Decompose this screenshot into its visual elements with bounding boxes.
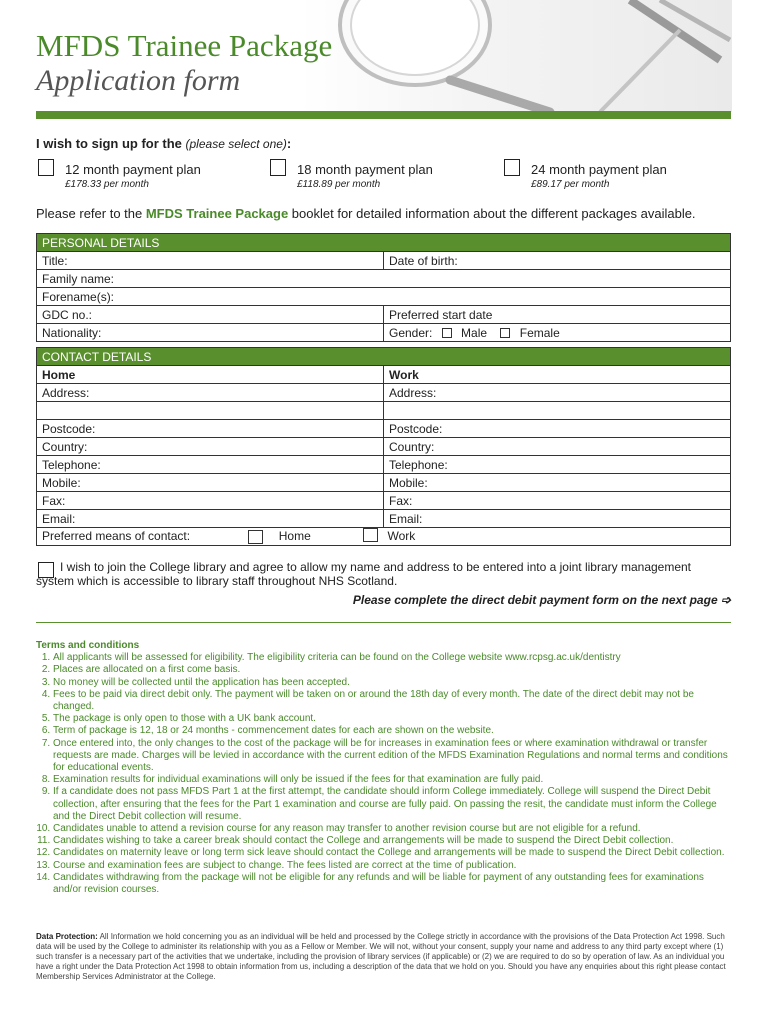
male-checkbox[interactable] [442,328,452,338]
plan-24-checkbox[interactable] [504,159,520,176]
plan-label: 12 month payment plan [65,162,201,177]
terms-item: 6. Term of package is 12, 18 or 24 months - commencement dates for each are shown on the website. [53,725,733,737]
work-country-field[interactable]: Country: [384,438,731,456]
gender-label: Gender: [389,325,433,340]
plan-label: 24 month payment plan [531,162,667,177]
gdc-field[interactable]: GDC no.: [37,306,384,324]
forenames-field[interactable]: Forename(s): [37,288,731,306]
library-consent-checkbox[interactable] [38,562,54,578]
male-label: Male [461,325,488,340]
signup-hint: (please select one) [185,137,287,151]
home-postcode-field[interactable]: Postcode: [37,420,384,438]
family-name-field[interactable]: Family name: [37,270,731,288]
terms-item: 9. If a candidate does not pass MFDS Part 1 at the first attempt, the candidate should inform College immediately. College will suspend the Direct Debit collection, after ensuring that the fees for the Part 1 examination and course are fully paid. On passing the resit, the candidate must inform the College and the Direct Debit collection will resume. [53,786,733,823]
terms-item: 8. Examination results for individual examinations will only be issued if the fees for that examination are fully paid. [53,774,733,786]
terms-item: 10. Candidates unable to attend a revision course for any reason may transfer to another revision course but are not eligible for a refund. [53,823,733,835]
plan-18-checkbox[interactable] [270,159,286,176]
library-consent [36,560,731,588]
work-address-line2[interactable] [384,402,731,420]
terms-item: 3. No money will be collected until the application has been accepted. [53,677,733,689]
contact-details-table [36,347,731,546]
terms-item: 11. Candidates wishing to take a career break should contact the College and arrangements will be made to suspend the Direct Debit collection. [53,835,733,847]
terms-item: 14. Candidates withdrawing from the package will not be eligible for any refunds and will be liable for payment of any outstanding fees for examinations and/or revision courses. [53,872,733,896]
preferred-contact-label: Preferred means of contact: [42,529,191,544]
plan-price: £89.17 per month [531,179,610,190]
gender-field [384,324,731,342]
refer-after: booklet for detailed information about the different packages available. [288,206,696,221]
preferred-work-checkbox[interactable] [363,528,378,542]
signup-heading [36,136,291,151]
terms-heading: Terms and conditions [36,640,140,651]
home-email-field[interactable]: Email: [37,510,384,528]
terms-item: 5. The package is only open to those with a UK bank account. [53,713,733,725]
home-address-line2[interactable] [37,402,384,420]
section-divider [36,622,731,623]
home-address-field[interactable]: Address: [37,384,384,402]
preferred-contact-row [37,528,731,546]
terms-item: 7. Once entered into, the only changes to the cost of the package will be for increases in examination fees or where examination withdrawal or transfer requests are made. Charges will be levied in accordance with the current edition of the MFDS Examination Regulations and normal terms and conditions for educational events. [53,738,733,775]
contact-details-heading: CONTACT DETAILS [37,348,731,366]
library-consent-text: I wish to join the College library and agree to allow my name and address to be entered into a joint library management system which is accessible to library staff throughout NHS Scotland. [36,560,692,588]
female-checkbox[interactable] [500,328,510,338]
dob-field[interactable]: Date of birth: [384,252,731,270]
refer-before: Please refer to the [36,206,146,221]
terms-item: 4. Fees to be paid via direct debit only. The payment will be taken on or around the 18th day of every month. The date of the direct debit may not be changed. [53,689,733,713]
work-mobile-field[interactable]: Mobile: [384,474,731,492]
signup-suffix: : [286,136,292,151]
female-label: Female [519,325,560,340]
terms-list [36,652,733,896]
next-page-note: Please complete the direct debit payment form on the next page ➩ [352,593,731,607]
work-column-heading: Work [384,366,731,384]
page-subtitle: Application form [36,64,241,97]
page-title: MFDS Trainee Package [36,28,333,63]
work-fax-field[interactable]: Fax: [384,492,731,510]
plan-price: £118.89 per month [297,179,381,190]
home-country-field[interactable]: Country: [37,438,384,456]
terms-item: 2. Places are allocated on a first come basis. [53,664,733,676]
home-column-heading: Home [37,366,384,384]
data-protection-text: All Information we hold concerning you as an individual will be held and processed by the College strictly in accordance with the provisions of the Data Protection Act 1998. Such data will be used by the College to administer its relationship with you as a Fellow or Member. We will not, without your consent, supply your name and address to any third party except where (1) such transfer is a necessary part of the activities that we undertake, including the provision of library services (if applicable) or (2) we are required to do so by operation of law. As an individual you have a right under the Data Protection Act 1998 to obtain information from us, including a description of the data that we hold on you. Should you have any enquiries about this right please contact Membership Services Administrator at the College. [36,932,726,981]
personal-details-table [36,233,731,342]
header-divider [36,111,731,119]
signup-prefix: I wish to sign up for the [36,136,182,151]
preferred-home-checkbox[interactable] [248,530,263,544]
plan-12-checkbox[interactable] [38,159,54,176]
header-dental-mirror-image [300,0,732,112]
header [36,28,332,98]
preferred-home-label: Home [278,529,311,544]
terms-and-conditions [36,640,733,896]
home-telephone-field[interactable]: Telephone: [37,456,384,474]
work-address-field[interactable]: Address: [384,384,731,402]
nationality-field[interactable]: Nationality: [37,324,384,342]
terms-item: 1. All applicants will be assessed for eligibility. The eligibility criteria can be found on the College website www.rcpsg.ac.uk/dentistry [53,652,733,664]
start-date-field[interactable]: Preferred start date [384,306,731,324]
data-protection-notice [36,932,733,982]
refer-booklet-name: MFDS Trainee Package [145,206,289,221]
data-protection-label: Data Protection: [36,932,98,941]
terms-item: 12. Candidates on maternity leave or long term sick leave should contact the College and arrangements will be made to suspend the Direct Debit collection. [53,847,733,859]
home-fax-field[interactable]: Fax: [37,492,384,510]
work-telephone-field[interactable]: Telephone: [384,456,731,474]
title-field[interactable]: Title: [37,252,384,270]
work-postcode-field[interactable]: Postcode: [384,420,731,438]
plan-label: 18 month payment plan [297,162,433,177]
plan-price: £178.33 per month [65,179,149,190]
terms-item: 13. Course and examination fees are subject to change. The fees listed are correct at the time of publication. [53,860,733,872]
personal-details-heading: PERSONAL DETAILS [37,234,731,252]
work-email-field[interactable]: Email: [384,510,731,528]
home-mobile-field[interactable]: Mobile: [37,474,384,492]
preferred-work-label: Work [387,529,416,544]
refer-note [36,206,696,221]
